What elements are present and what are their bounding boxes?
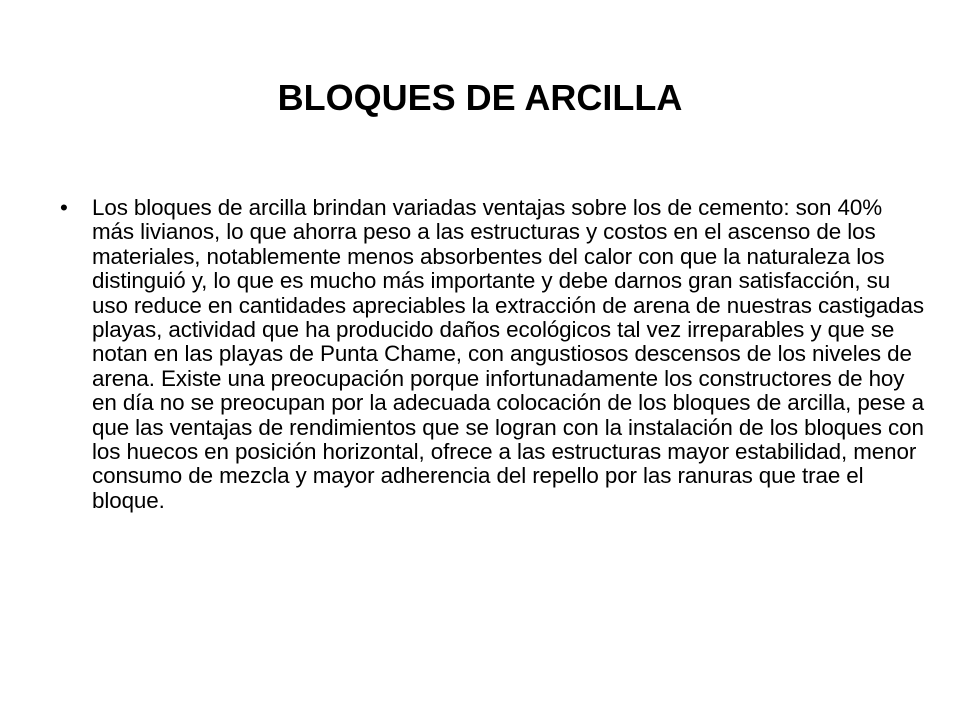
- bullet-item: [60, 196, 930, 513]
- bullet-icon: •: [60, 195, 68, 220]
- slide-title: BLOQUES DE ARCILLA: [277, 77, 683, 118]
- bullet-list: [60, 196, 930, 513]
- bullet-text: Los bloques de arcilla brindan variadas ventajas sobre los de cemento: son 40% más livianos, lo que ahorra peso a las estructuras y costos en el ascenso de los materiales, notablemente menos absorbentes del calor con que la naturaleza los distinguió y, lo que es mucho más importante y debe darnos gran satisfacción, su uso reduce en cantidades apreciables la extracción de arena de nuestras castigadas playas, actividad que ha producido daños ecológicos tal vez irreparables y que se notan en las playas de Punta Chame, con angustiosos descensos de los niveles de arena. Existe una preocupación porque infortunadamente los constructores de hoy en día no se preocupan por la adecuada colocación de los bloques de arcilla, pese a que las ventajas de rendimientos que se logran con la instalación de los bloques con los huecos en posición horizontal, ofrece a las estructuras mayor estabilidad, menor consumo de mezcla y mayor adherencia del repello por las ranuras que trae el bloque.: [92, 195, 924, 513]
